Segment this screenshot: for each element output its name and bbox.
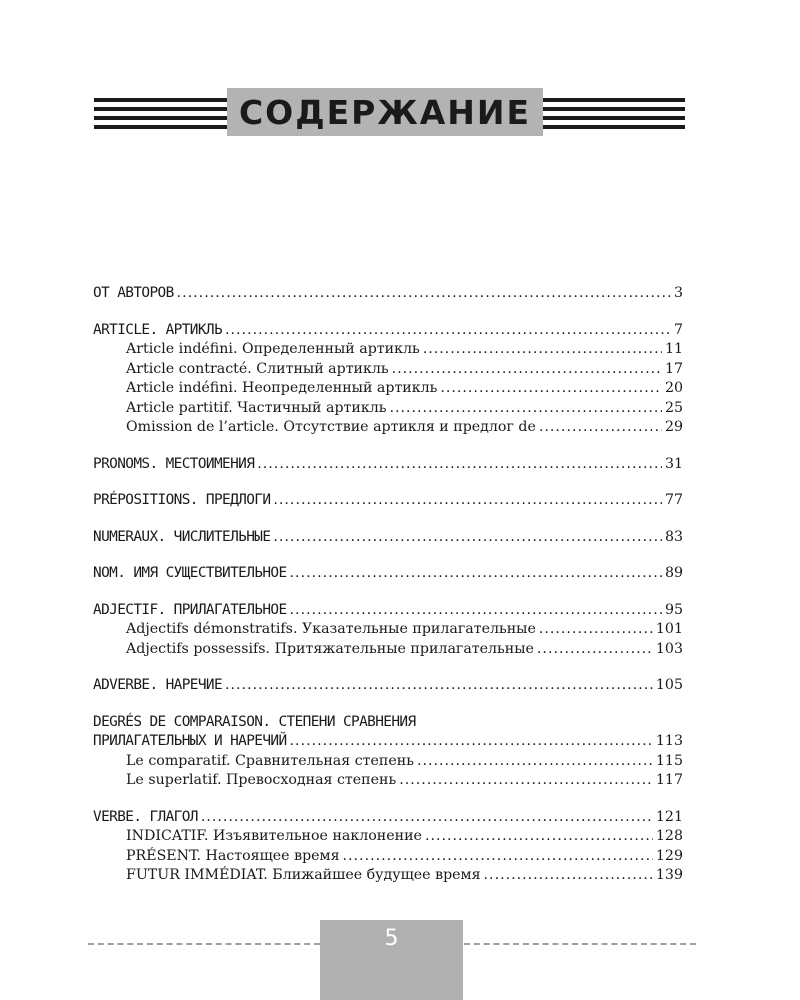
toc-sublabel: Article contracté. Слитный артикль	[126, 360, 389, 377]
toc-subrow	[93, 620, 683, 640]
dot-leader	[399, 771, 653, 791]
toc-label: PRÉPOSITIONS. ПРЕДЛОГИ	[93, 492, 271, 508]
toc-label: PRONOMS. МЕСТОИМЕНИЯ	[93, 455, 255, 472]
toc-section	[93, 808, 683, 886]
dot-leader	[273, 491, 662, 511]
toc-sublabel: Le comparatif. Сравнительная степень	[126, 752, 414, 769]
toc-page: 101	[655, 621, 683, 637]
toc-subrow	[93, 827, 683, 847]
toc-page: 89	[664, 565, 683, 581]
toc-sublabel: Le superlatif. Превосходная степень	[126, 772, 397, 788]
toc-sublabel: Article indéfini. Определенный артикль	[126, 341, 420, 357]
toc-page: 95	[664, 601, 683, 618]
toc-sublabel: Omission de l’article. Отсутствие артикля и предлог de	[126, 419, 536, 435]
toc-subrow	[93, 866, 683, 886]
toc-page: 121	[655, 808, 683, 825]
toc-label: VERBE. ГЛАГОЛ	[93, 808, 198, 825]
toc-subrow	[93, 360, 683, 380]
toc-page: 103	[655, 640, 683, 657]
toc-row	[93, 676, 683, 696]
toc-page: 31	[664, 455, 683, 472]
toc-sublabel: Adjectifs démonstratifs. Указательные прилагательные	[126, 621, 536, 637]
dot-leader	[225, 321, 671, 341]
toc-subrow	[93, 418, 683, 438]
footer-dashed-rule-right	[464, 943, 696, 945]
toc-row	[93, 601, 683, 621]
toc-page: 105	[655, 677, 683, 693]
dot-leader	[273, 528, 662, 548]
toc-page: 25	[664, 399, 683, 416]
toc-label-line1: DEGRÉS DE COMPARAISON. СТЕПЕНИ СРАВНЕНИЯ	[93, 713, 416, 730]
toc-page: 20	[664, 380, 683, 396]
footer-dashed-rule-left	[88, 943, 320, 945]
toc-subrow	[93, 340, 683, 360]
header-rule-left	[94, 98, 234, 130]
dot-leader	[225, 676, 653, 696]
toc-sublabel: PRÉSENT. Настоящее время	[126, 847, 340, 864]
dot-leader	[484, 866, 653, 886]
toc-page: 11	[664, 341, 683, 357]
toc-page: 129	[655, 847, 683, 864]
dot-leader	[539, 620, 653, 640]
toc-sublabel: Article partitif. Частичный артикль	[126, 399, 387, 416]
page-number: 5	[384, 926, 399, 951]
toc-label: ОТ АВТОРОВ	[93, 285, 174, 301]
toc-page: 113	[655, 733, 683, 749]
dot-leader	[290, 564, 662, 584]
title-banner	[227, 88, 543, 136]
toc-section	[93, 564, 683, 584]
toc-subrow	[93, 771, 683, 791]
dot-leader	[177, 284, 671, 304]
toc-section	[93, 676, 683, 696]
toc-page: 139	[655, 867, 683, 883]
page-number-tab	[320, 920, 463, 1000]
toc-page: 29	[664, 419, 683, 435]
toc-row	[93, 491, 683, 511]
dot-leader	[389, 399, 661, 419]
toc-section	[93, 528, 683, 548]
dot-leader	[201, 808, 653, 828]
toc-page: 77	[664, 492, 683, 508]
toc-page: 7	[673, 321, 683, 338]
dot-leader	[440, 379, 662, 399]
toc-label: ADJECTIF. ПРИЛАГАТЕЛЬНОЕ	[93, 601, 287, 618]
dot-leader	[423, 340, 662, 360]
toc-row	[93, 284, 683, 304]
toc-section	[93, 455, 683, 475]
toc-subrow	[93, 640, 683, 660]
header-rule-right	[541, 98, 685, 130]
toc-label: NUMERAUX. ЧИСЛИТЕЛЬНЫЕ	[93, 528, 271, 545]
toc-subrow	[93, 379, 683, 399]
dot-leader	[425, 827, 653, 847]
dot-leader	[290, 601, 662, 621]
toc-section	[93, 321, 683, 438]
toc-label: ARTICLE. АРТИКЛЬ	[93, 321, 223, 338]
toc-page: 117	[655, 772, 683, 788]
toc-page: 17	[664, 360, 683, 377]
table-of-contents	[93, 284, 683, 903]
toc-sublabel: INDICATIF. Изъявительное наклонение	[126, 828, 422, 844]
toc-page: 83	[664, 528, 683, 545]
toc-subrow	[93, 847, 683, 867]
toc-row	[93, 808, 683, 828]
toc-label: ПРИЛАГАТЕЛЬНЫХ И НАРЕЧИЙ	[93, 733, 287, 749]
dot-leader	[392, 360, 662, 380]
toc-label: NOM. ИМЯ СУЩЕСТВИТЕЛЬНОЕ	[93, 565, 287, 581]
toc-label: ADVERBE. НАРЕЧИЕ	[93, 677, 223, 693]
dot-leader	[290, 732, 653, 752]
page-title: СОДЕРЖАНИЕ	[238, 92, 532, 132]
toc-row	[93, 321, 683, 341]
toc-section	[93, 284, 683, 304]
toc-page: 115	[655, 752, 683, 769]
toc-subrow	[93, 752, 683, 772]
toc-subrow	[93, 399, 683, 419]
toc-section	[93, 601, 683, 660]
toc-row	[93, 455, 683, 475]
toc-sublabel: Article indéfini. Неопределенный артикль	[126, 380, 438, 396]
toc-page: 3	[673, 285, 683, 301]
dot-leader	[343, 847, 653, 867]
toc-section	[93, 713, 683, 791]
dot-leader	[539, 418, 662, 438]
toc-section	[93, 491, 683, 511]
dot-leader	[257, 455, 662, 475]
toc-row	[93, 564, 683, 584]
toc-page: 128	[655, 828, 683, 844]
dot-leader	[417, 752, 653, 772]
toc-row	[93, 528, 683, 548]
toc-row	[93, 732, 683, 752]
toc-sublabel: FUTUR IMMÉDIAT. Ближайшее будущее время	[126, 867, 481, 883]
toc-sublabel: Adjectifs possessifs. Притяжательные прилагательные	[126, 640, 534, 657]
dot-leader	[537, 640, 653, 660]
